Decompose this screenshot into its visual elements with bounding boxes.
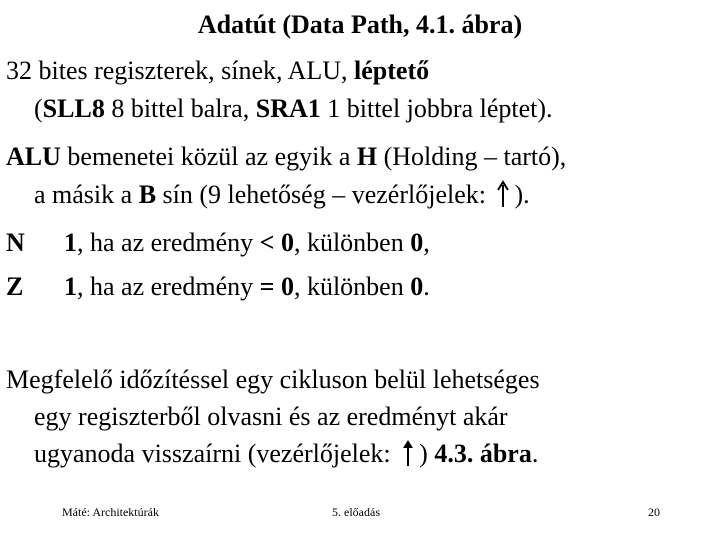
text-segment: . <box>423 272 430 301</box>
bold-condition: < 0 <box>259 228 294 257</box>
text-segment: ). <box>514 180 530 209</box>
bullet-line-b-bus <box>34 178 530 212</box>
bold-term-alu: ALU <box>6 142 61 171</box>
text-segment: , ha az eredmény <box>77 228 260 257</box>
text-segment: , különben <box>293 228 411 257</box>
bold-value: 1 <box>64 272 77 301</box>
flag-z-line <box>6 270 430 304</box>
paragraph-line <box>34 437 538 471</box>
text-segment: bemenetei közül az egyik a <box>60 142 357 171</box>
footer-lecture: 5. előadás <box>332 505 380 519</box>
text-segment: , különben <box>293 272 411 301</box>
bullet-line-shift-ops <box>34 92 553 126</box>
text-segment: , ha az eredmény <box>77 272 260 301</box>
bold-term-h: H <box>356 142 378 171</box>
text-segment: a másik a <box>34 180 139 209</box>
footer-page-number: 20 <box>648 505 660 519</box>
text-segment: ( <box>34 94 43 123</box>
text-segment: 1 bittel jobbra léptet). <box>320 94 553 123</box>
bold-value: 1 <box>64 228 77 257</box>
text-segment: sín (9 lehetőség – vezérlőjelek: <box>156 180 493 209</box>
text-segment: ugyanoda visszaírni (vezérlőjelek: <box>34 439 398 468</box>
control-signal-arrow-icon <box>399 438 417 468</box>
bold-term-sra1: SRA1 <box>255 94 321 123</box>
flag-label-z: Z <box>6 272 24 301</box>
text-segment: 8 bittel balra, <box>104 94 256 123</box>
bold-term-b: B <box>138 180 157 209</box>
text-segment: . <box>531 439 539 468</box>
bold-term-sll8: SLL8 <box>42 94 105 123</box>
bold-figure-ref: 4.3. ábra <box>434 439 532 468</box>
text-segment: 32 bites regiszterek, sínek, ALU, <box>6 56 355 85</box>
bullet-line-alu-inputs <box>6 140 566 174</box>
flag-label-n: N <box>6 228 25 257</box>
slide-title: Adatút (Data Path, 4.1. ábra) <box>197 10 523 39</box>
text-segment: (Holding – tartó), <box>377 142 567 171</box>
bold-value: 0 <box>410 228 424 257</box>
bold-condition: = 0 <box>259 272 294 301</box>
paragraph-line: Megfelelő időzítéssel egy cikluson belül lehetséges <box>6 365 540 394</box>
bold-value: 0 <box>410 272 424 301</box>
text-segment: ) <box>419 439 435 468</box>
footer-author: Máté: Architektúrák <box>62 505 159 519</box>
paragraph-line: egy regiszterből olvasni és az eredményt akár <box>34 402 508 431</box>
bullet-line-registers <box>6 54 429 88</box>
text-segment: , <box>423 228 430 257</box>
control-signal-arrow-icon <box>494 179 512 209</box>
bold-term-shifter: léptető <box>354 56 430 85</box>
flag-n-line <box>6 226 430 260</box>
